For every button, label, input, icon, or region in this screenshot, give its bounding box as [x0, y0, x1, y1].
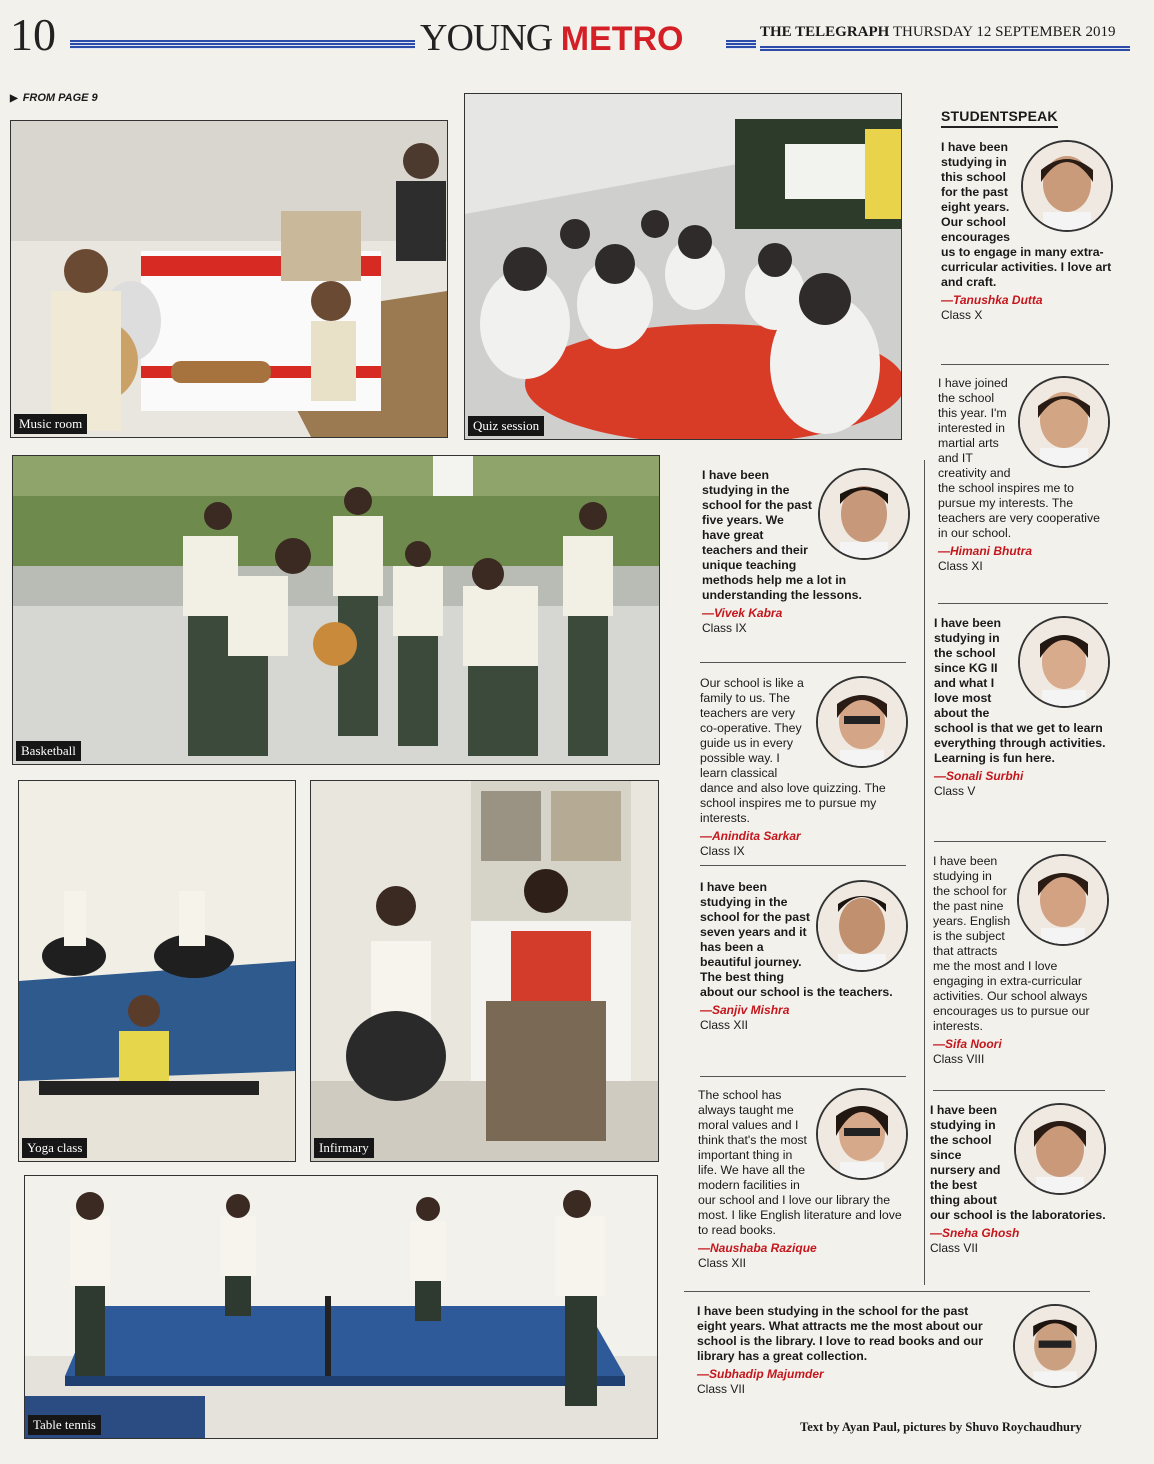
column-divider	[924, 460, 925, 1285]
student-quote: I have been studying in the school for the past seven years and it has been a beautiful journey. The best thing about our school is the teachers.	[700, 880, 893, 999]
student-quote: Our school is like a family to us. The teachers are very co-operative. They guide us in every possible way. I learn classical dance and also love quizzing. The school inspires me to pursue my interests.	[700, 676, 886, 825]
student-class: Class XII	[700, 1018, 749, 1032]
paper-name: THE TELEGRAPH	[760, 24, 890, 40]
student-quote: I have been studying in this school for the past eight years. Our school encourages us to engage in many extra-curricular activities. I love art and craft.	[941, 140, 1112, 289]
student-photo-avatar	[816, 880, 908, 972]
student-photo-avatar	[816, 676, 908, 768]
student-card	[698, 1088, 908, 1270]
divider	[941, 364, 1109, 365]
student-name: — Subhadip Majumder	[697, 1366, 1097, 1382]
section-metro: METRO	[560, 20, 684, 58]
dateline	[760, 24, 1116, 41]
issue-date: THURSDAY 12 SEPTEMBER 2019	[892, 24, 1116, 40]
student-card	[700, 676, 908, 858]
photo-quiz-session	[464, 93, 902, 440]
divider	[684, 1291, 1090, 1292]
student-photo-avatar	[1018, 616, 1110, 708]
divider	[700, 865, 906, 866]
student-photo-avatar	[1013, 1304, 1097, 1388]
caption-music-room: Music room	[14, 414, 87, 434]
caption-quiz-session: Quiz session	[468, 416, 544, 436]
divider	[938, 603, 1108, 604]
student-photo-avatar	[816, 1088, 908, 1180]
header-rule-mid	[726, 40, 756, 49]
student-name: — Anindita Sarkar	[700, 828, 908, 844]
student-class: Class VIII	[933, 1052, 985, 1066]
divider	[933, 1090, 1105, 1091]
student-photo-avatar	[818, 468, 910, 560]
photo-infirmary	[310, 780, 659, 1162]
caption-table-tennis: Table tennis	[28, 1415, 101, 1435]
student-name: — Sneha Ghosh	[930, 1225, 1106, 1241]
student-card	[938, 376, 1110, 573]
divider	[934, 841, 1106, 842]
student-quote: I have joined the school this year. I'm interested in martial arts and IT creativity and the school inspires me to pursue my interests. The teachers are very cooperative in our school.	[938, 376, 1100, 540]
student-name: — Tanushka Dutta	[941, 292, 1113, 308]
divider	[700, 1076, 906, 1077]
student-name: — Sonali Surbhi	[934, 768, 1110, 784]
photo-table-tennis	[24, 1175, 658, 1439]
student-name: — Himani Bhutra	[938, 543, 1110, 559]
student-name: — Sifa Noori	[933, 1036, 1109, 1052]
divider	[700, 662, 906, 663]
student-photo-avatar	[1018, 376, 1110, 468]
photo-text-credit: Text by Ayan Paul, pictures by Shuvo Roychaudhury	[800, 1420, 1082, 1434]
header-rule-right	[760, 46, 1130, 51]
photo-basketball	[12, 455, 660, 765]
student-quote: I have been studying in the school for the past five years. We have great teachers and their unique teaching methods help me a lot in understanding the lessons.	[702, 468, 862, 602]
student-photo-avatar	[1014, 1103, 1106, 1195]
from-page-link[interactable]: ▶ FROM PAGE 9	[10, 92, 98, 104]
student-quote: The school has always taught me moral values and I think that's the most important thing in life. We have all the modern facilities in our school and I love our library the most. I like English literature and love to read books.	[698, 1088, 902, 1237]
student-card	[934, 616, 1110, 798]
student-class: Class IX	[700, 844, 745, 858]
page-number: 10	[10, 9, 56, 60]
student-name: — Sanjiv Mishra	[700, 1002, 908, 1018]
student-quote: I have been studying in the school for the past eight years. What attracts me the most about our school is the library. I love to read books and our library has a great collection.	[697, 1304, 984, 1363]
student-name: — Naushaba Razique	[698, 1240, 908, 1256]
student-photo-avatar	[1021, 140, 1113, 232]
student-card	[702, 468, 910, 635]
student-class: Class XI	[938, 559, 983, 573]
caption-yoga-class: Yoga class	[22, 1138, 87, 1158]
caption-infirmary: Infirmary	[314, 1138, 374, 1158]
student-class: Class X	[941, 308, 983, 322]
photo-yoga-class	[18, 780, 296, 1162]
student-class: Class V	[934, 784, 976, 798]
student-class: Class IX	[702, 621, 747, 635]
studentspeak-heading: STUDENTSPEAK	[941, 108, 1058, 128]
section-title	[420, 18, 684, 59]
student-quote: I have been studying in the school for the past nine years. English is the subject that attracts me the most and I love engaging in extra-curricular activities. Our school always encourages us to pursue our interests.	[933, 854, 1090, 1033]
student-card	[941, 140, 1113, 322]
student-quote: I have been studying in the school since KG II and what I love most about the school is that we get to learn everything through activities. Learning is fun here.	[934, 616, 1106, 765]
student-class: Class VII	[930, 1241, 979, 1255]
student-class: Class XII	[698, 1256, 747, 1270]
photo-music-room	[10, 120, 448, 438]
student-card	[930, 1103, 1106, 1255]
student-card	[933, 854, 1109, 1066]
student-quote: I have been studying in the school since nursery and the best thing about our school is the laboratories.	[930, 1103, 1106, 1222]
section-young: YOUNG	[420, 17, 553, 59]
header-rule-left	[70, 40, 415, 49]
student-card	[697, 1304, 1097, 1396]
student-card	[700, 880, 908, 1032]
student-photo-avatar	[1017, 854, 1109, 946]
student-name: — Vivek Kabra	[702, 605, 910, 621]
student-class: Class VII	[697, 1382, 746, 1396]
caption-basketball: Basketball	[16, 741, 81, 761]
